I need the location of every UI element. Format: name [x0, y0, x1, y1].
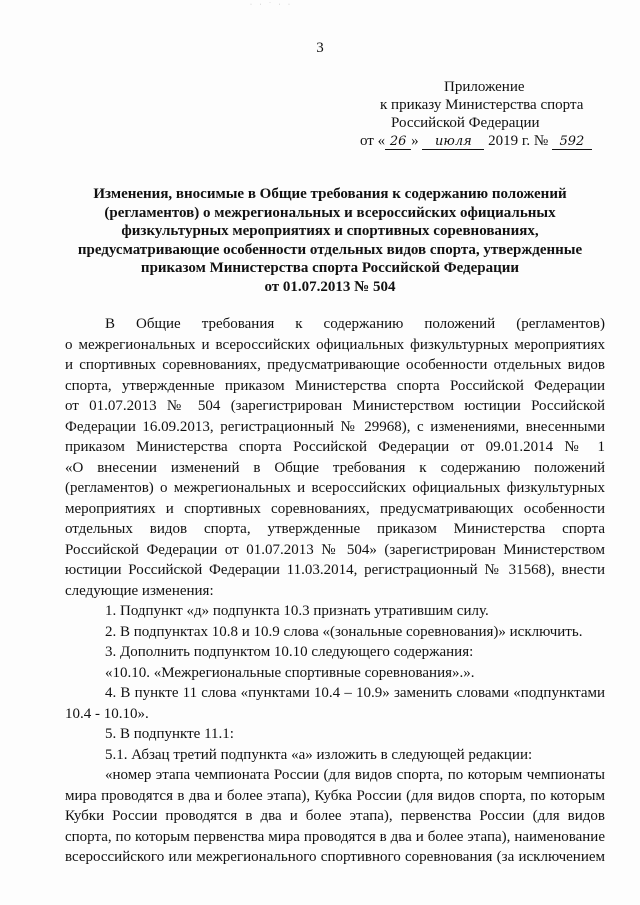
handwritten-order-number: 592: [552, 134, 592, 150]
body-line: о межрегиональных и всероссийских официальных физкультурных мероприятиях: [65, 336, 605, 353]
title-line: предусматривающие особенности отдельных видов спорта, утвержденные: [77, 241, 583, 258]
appendix-date-line: [360, 132, 610, 150]
body-line: 5.1. Абзац третий подпункта «а» изложить в следующей редакции:: [105, 746, 533, 763]
date-day-close: »: [411, 133, 419, 149]
body-line: Кубки России проводятся в два и более этапа), первенства России (для видов: [65, 808, 605, 824]
date-year: 2019 г. №: [488, 133, 549, 149]
document-title: [60, 185, 600, 296]
appendix-federation: Российской Федерации: [391, 115, 540, 131]
body-line: 4. В пункте 11 слова «пунктами 10.4 – 10.9» заменить словами «подпунктами: [105, 685, 605, 701]
body-line: 10.4 - 10.10».: [65, 705, 149, 722]
body-line: «номер этапа чемпионата России (для видов спорта, по которым чемпионаты: [105, 767, 605, 783]
body-line: от 01.07.2013 № 504 (зарегистрирован Министерством юстиции Российской: [65, 398, 605, 414]
date-prefix: от «: [360, 133, 386, 149]
title-line: от 01.07.2013 № 504: [264, 278, 396, 295]
title-line: (регламентов) о межрегиональных и всероссийских официальных: [104, 204, 556, 221]
body-line: спорта, утвержденные приказом Министерства спорта Российской Федерации: [65, 377, 605, 394]
title-line: физкультурных мероприятиях и спортивных соревнованиях,: [121, 223, 539, 239]
body-line: отдельных видов спорта, утвержденные приказом Министерства спорта: [65, 521, 605, 537]
body-line: «10.10. «Межрегиональные спортивные соревнования».».: [105, 664, 475, 681]
page-number: 3: [316, 40, 324, 56]
body-line: 1. Подпункт «д» подпункта 10.3 признать утратившим силу.: [105, 603, 489, 619]
appendix-block: [360, 78, 610, 150]
body-line: Российской Федерации от 01.07.2013 № 504» (зарегистрирован Министерством: [65, 541, 605, 558]
document-body: [65, 314, 605, 868]
body-line: приказом Министерства спорта Российской Федерации от 09.01.2014 № 1: [65, 439, 605, 455]
body-line: Федерации 16.09.2013, регистрационный № 29968), с изменениями, внесенными: [65, 418, 605, 435]
body-line: В Общие требования к содержанию положений (регламентов): [105, 316, 605, 332]
body-line: 2. В подпунктах 10.8 и 10.9 слова «(зональные соревнования)» исключить.: [105, 623, 583, 640]
body-line: 5. В подпункте 11.1:: [105, 726, 234, 742]
handwritten-month: июля: [422, 134, 484, 150]
body-line: мероприятиях и спортивных соревнованиях, предусматривающих особенности: [65, 500, 605, 517]
handwritten-day: 26: [385, 134, 411, 150]
body-line: и спортивных соревнованиях, предусматривающие особенности отдельных видов: [65, 357, 605, 373]
body-line: следующие изменения:: [65, 582, 214, 599]
body-line: (регламентов) о межрегиональных и всероссийских официальных физкультурных: [65, 480, 605, 496]
body-line: всероссийского или межрегионального спортивного соревнования (за исключением: [65, 849, 605, 865]
body-line: спорта, по которым первенства мира проводятся в два и более этапа), наименование: [65, 828, 605, 845]
body-line: «О внесении изменений в Общие требования к содержанию положений: [65, 459, 605, 476]
body-line: 3. Дополнить подпунктом 10.10 следующего содержания:: [105, 644, 474, 660]
body-line: юстиции Российской Федерации 11.03.2014, регистрационный № 31568), внести: [65, 562, 605, 578]
title-line: Изменения, вносимые в Общие требования к содержанию положений: [93, 186, 567, 202]
body-line: мира проводятся в два и более этапа), Кубка России (для видов спорта, по которым: [65, 787, 605, 804]
scan-artifact: · · ˙ · ·: [250, 2, 293, 8]
appendix-order-ref: к приказу Министерства спорта: [380, 97, 584, 113]
appendix-label: Приложение: [444, 79, 525, 95]
title-line: приказом Министерства спорта Российской Федерации: [140, 260, 520, 276]
